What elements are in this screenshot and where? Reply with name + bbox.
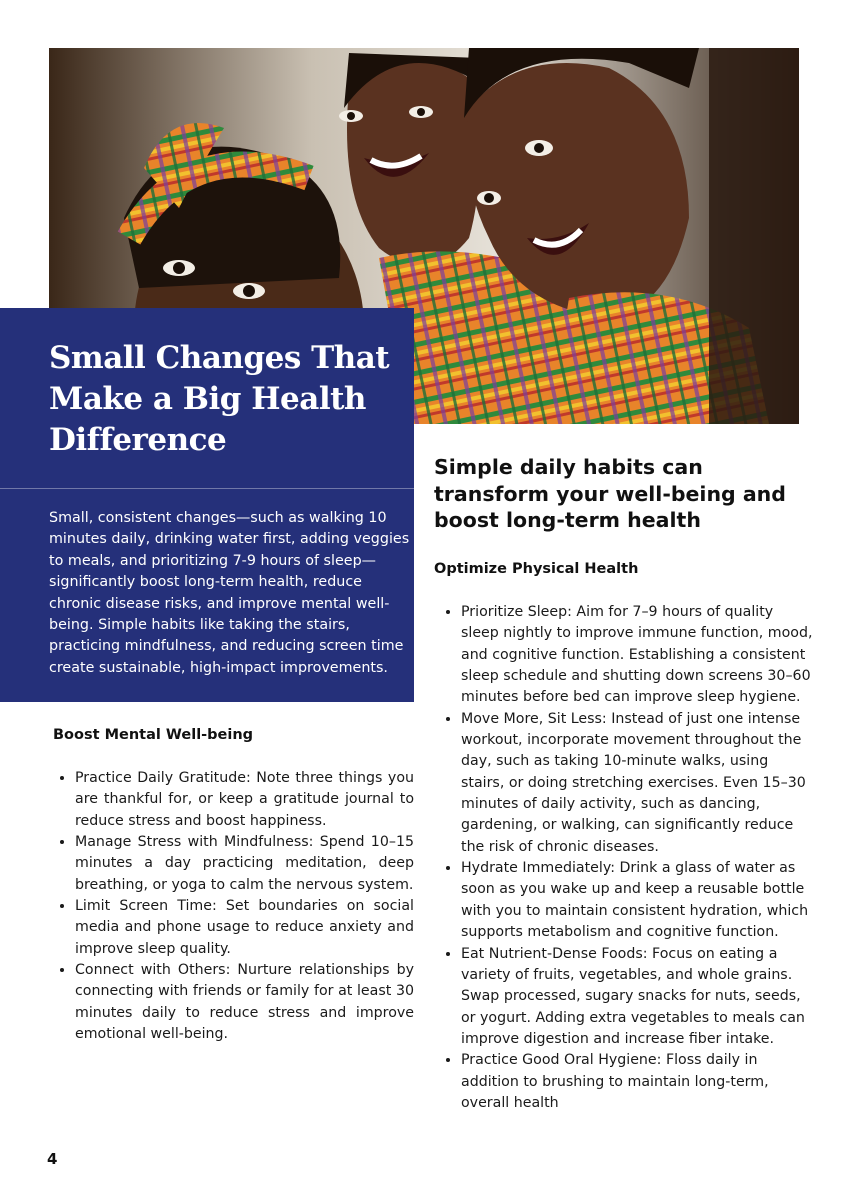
list-item: • Practice Daily Gratitude: Note three things you are thankful for, or keep a gratitude journal to reduce stress and boost happiness. — [75, 768, 414, 832]
list-item: • Prioritize Sleep: Aim for 7–9 hours of quality sleep nightly to improve immune function, mood, and cognitive function. Establishing a consistent sleep schedule and shutting down screens 30–60 minutes before bed can improve sleep hygiene. — [461, 602, 813, 709]
list-item: • Practice Good Oral Hygiene: Floss daily in addition to brushing to maintain long-term, overall health — [461, 1050, 813, 1114]
page-title: Small Changes That Make a Big Health Difference — [49, 340, 390, 458]
list-item: • Hydrate Immediately: Drink a glass of water as soon as you wake up and keep a reusable bottle with you to maintain consistent hydration, which supports metabolism and cognitive function. — [461, 858, 813, 943]
physical-health-list — [435, 602, 813, 1114]
list-item: • Connect with Others: Nurture relationships by connecting with friends or family for at least 30 minutes daily to reduce stress and improve emotional well-being. — [75, 960, 414, 1045]
title-panel — [0, 308, 414, 702]
physical-health-heading: Optimize Physical Health — [434, 561, 639, 577]
list-item: • Eat Nutrient-Dense Foods: Focus on eating a variety of fruits, vegetables, and whole grains. Swap processed, sugary snacks for nuts, seeds, or yogurt. Adding extra vegetables to meals can improve digestion and increase fiber intake. — [461, 944, 813, 1051]
section-heading: Simple daily habits can transform your well-being and boost long-term health — [434, 455, 786, 532]
intro-paragraph: Small, consistent changes—such as walking 10 minutes daily, drinking water first, adding veggies to meals, and prioritizing 7-9 hours of sleep—significantly boost long-term health, reduce chronic disease risks, and improve mental well-being. Simple habits like taking the stairs, practicing mindfulness, and reducing screen time create sustainable, high-impact improvements. — [49, 510, 410, 676]
mental-wellbeing-heading: Boost Mental Well-being — [53, 727, 254, 743]
page-number: 4 — [47, 1150, 58, 1168]
list-item: • Move More, Sit Less: Instead of just one intense workout, incorporate movement throughout the day, such as taking 10-minute walks, using stairs, or doing stretching exercises. Even 15–30 minutes of daily activity, such as dancing, gardening, or walking, can significantly reduce the risk of chronic diseases. — [461, 709, 813, 858]
mental-wellbeing-list — [49, 768, 414, 1045]
list-item: • Manage Stress with Mindfulness: Spend 10–15 minutes a day practicing meditation, deep breathing, or yoga to calm the nervous system. — [75, 832, 414, 896]
divider — [0, 488, 414, 489]
list-item: • Limit Screen Time: Set boundaries on social media and phone usage to reduce anxiety and improve sleep quality. — [75, 896, 414, 960]
